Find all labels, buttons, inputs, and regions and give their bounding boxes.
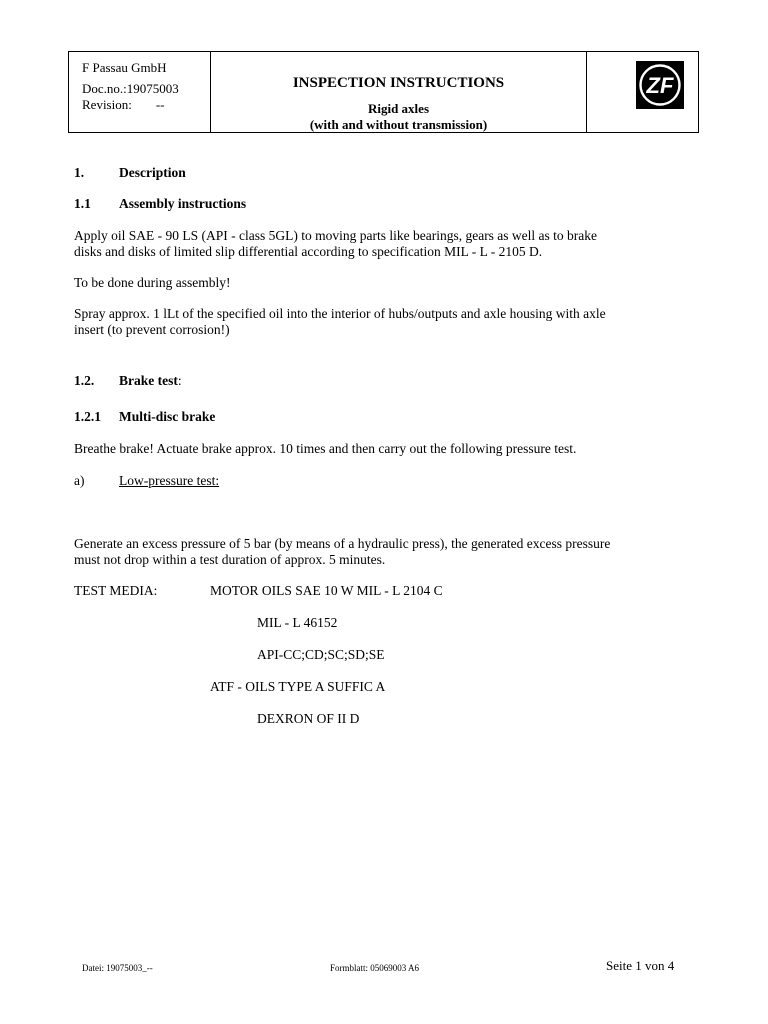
test-media-item: MOTOR OILS SAE 10 W MIL - L 2104 C <box>210 583 443 598</box>
document-subtitle-2: (with and without transmission) <box>309 117 488 132</box>
paragraph-line: Apply oil SAE - 90 LS (API - class 5GL) to moving parts like bearings, gears as well as to brake <box>74 228 598 243</box>
paragraph-line: must not drop within a test duration of approx. 5 minutes. <box>74 552 386 567</box>
revision-label: Revision: <box>82 97 132 112</box>
footer-file: Datei: 19075003_-- <box>82 963 153 973</box>
section-heading: Description <box>119 165 186 180</box>
test-media-item: API-CC;CD;SC;SD;SE <box>257 647 385 662</box>
section-heading: Assembly instructions <box>119 196 247 211</box>
revision-value: -- <box>155 97 165 112</box>
section-heading-text: Brake test <box>119 373 178 388</box>
list-label: a) <box>74 473 85 488</box>
revision <box>82 97 179 113</box>
section-heading: Multi-disc brake <box>119 409 216 424</box>
test-media-item: DEXRON OF II D <box>257 711 360 726</box>
paragraph: To be done during assembly! <box>74 275 231 290</box>
section-number: 1.1 <box>74 196 91 211</box>
document-number: Doc.no.:19075003 <box>82 81 179 96</box>
paragraph-line: disks and disks of limited slip differential according to specification MIL - L - 2105 D. <box>74 244 543 259</box>
logo-text: ZF <box>646 73 674 98</box>
paragraph-line: Generate an excess pressure of 5 bar (by means of a hydraulic press), the generated excess pressure <box>74 536 611 551</box>
document-title: INSPECTION INSTRUCTIONS <box>292 75 505 91</box>
company-info <box>82 60 179 113</box>
document-subtitle: Rigid axles <box>367 101 430 116</box>
section-heading-colon: : <box>177 373 182 388</box>
section-number: 1. <box>74 165 85 180</box>
page-number: Seite 1 von 4 <box>606 958 675 973</box>
test-media-item: ATF - OILS TYPE A SUFFIC A <box>210 679 386 694</box>
test-media-item: MIL - L 46152 <box>257 615 338 630</box>
paragraph-line: insert (to prevent corrosion!) <box>74 322 230 337</box>
test-media-label: TEST MEDIA: <box>74 583 158 598</box>
paragraph-line: Spray approx. 1 lLt of the specified oil into the interior of hubs/outputs and axle housing with axle <box>74 306 606 321</box>
section-heading <box>119 372 182 389</box>
document-header <box>68 51 699 133</box>
section-number: 1.2. <box>74 373 95 388</box>
subsection-title: Low-pressure test: <box>119 473 220 488</box>
logo-cell <box>586 52 699 132</box>
company-name: F Passau GmbH <box>82 60 167 75</box>
section-number: 1.2.1 <box>74 409 101 424</box>
footer-form: Formblatt: 05069003 A6 <box>330 963 420 973</box>
paragraph: Breathe brake! Actuate brake approx. 10 times and then carry out the following pressure test. <box>74 441 577 456</box>
zf-logo <box>636 61 684 109</box>
